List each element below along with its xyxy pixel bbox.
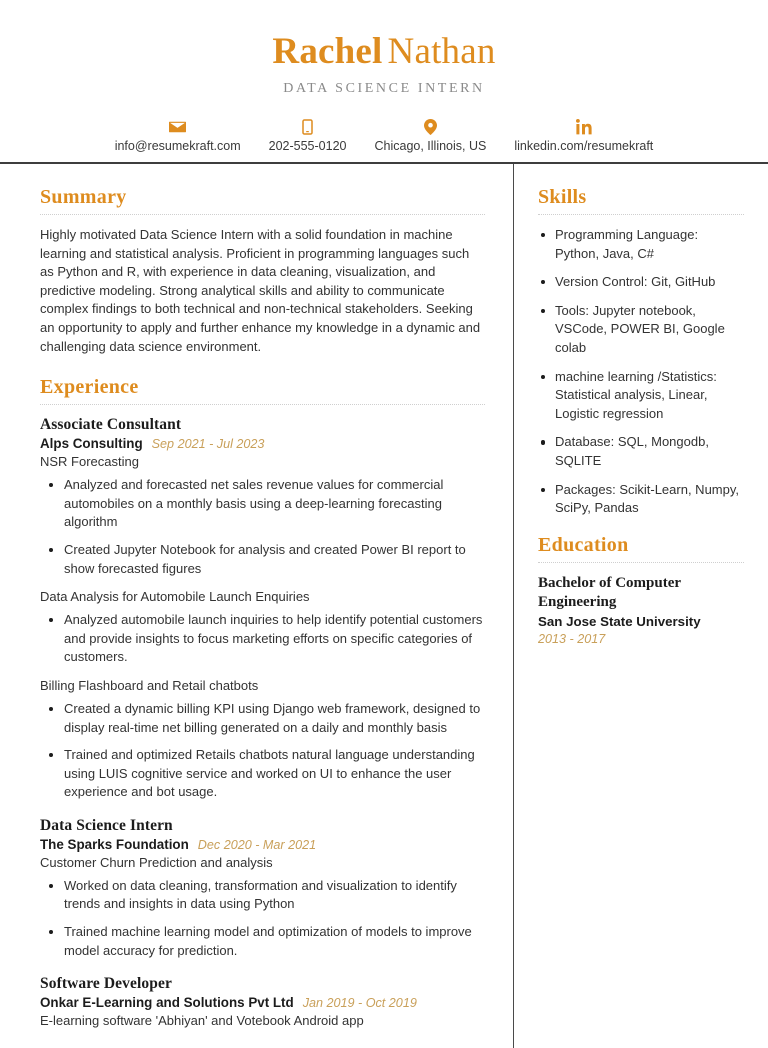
resume-body: [0, 164, 768, 1048]
skill-item: Tools: Jupyter notebook, VSCode, POWER BI, Google colab: [538, 302, 744, 358]
project-bullets: [40, 611, 485, 667]
section-underline: [40, 214, 485, 215]
mobile-phone-icon: [302, 119, 313, 135]
envelope-icon: [169, 119, 186, 135]
summary-text: Highly motivated Data Science Intern with a solid foundation in machine learning and statistical analysis. Proficient in programming languages such as Python and R, with experience in data cleaning, visualization, and predictive modeling. Strong analytical skills and ability to communicate complex findings to both technical and non-technical stakeholders. Seeking an opportunity to apply and further enhance my knowledge in a dynamic and challenging data science environment.: [40, 227, 481, 354]
project-name: NSR Forecasting: [40, 454, 139, 470]
sidebar-column: [513, 164, 768, 1048]
section-underline: [40, 404, 485, 405]
education-degree: Bachelor of Computer Engineering: [538, 574, 681, 610]
job-meta: [40, 436, 485, 451]
project-bullets: [40, 476, 485, 578]
section-underline: [538, 214, 744, 215]
job-meta: [40, 995, 485, 1010]
job-dates: Dec 2020 - Mar 2021: [197, 837, 317, 852]
project-name: Billing Flashboard and Retail chatbots: [40, 677, 259, 693]
experience-entry: [40, 817, 485, 960]
section-skills: [538, 186, 744, 518]
contact-phone[interactable]: [255, 119, 361, 153]
section-summary: [40, 186, 485, 356]
education-dates: 2013 - 2017: [538, 631, 606, 646]
bullet-item: Trained machine learning model and optimization of models to improve model accuracy for prediction.: [40, 923, 485, 960]
contact-email-text: info@resumekraft.com: [114, 139, 241, 153]
contact-location-text: Chicago, Illinois, US: [374, 139, 487, 153]
job-company: Alps Consulting: [40, 436, 143, 452]
contact-location[interactable]: [360, 119, 500, 153]
skill-item: Packages: Scikit-Learn, Numpy, SciPy, Pandas: [538, 481, 744, 518]
project-name: E-learning software 'Abhiyan' and Votebook Android app: [40, 1013, 364, 1029]
skill-item: machine learning /Statistics: Statistical analysis, Linear, Logistic regression: [538, 368, 744, 424]
job-company: Onkar E-Learning and Solutions Pvt Ltd: [40, 995, 294, 1011]
bullet-item: Worked on data cleaning, transformation and visualization to identify trends and insights in data using Python: [40, 877, 485, 914]
skills-list: [538, 226, 744, 518]
section-title-summary: Summary: [40, 186, 127, 208]
bullet-item: Trained and optimized Retails chatbots natural language understanding using LUIS cognitive service and worked on UI to enhance the user experience and bot usage.: [40, 746, 485, 802]
bullet-item: Analyzed automobile launch inquiries to help identify potential customers and provide insights to focus marketing efforts on specific categories of customers.: [40, 611, 485, 667]
experience-entry: [40, 975, 485, 1028]
education-school: San Jose State University: [538, 613, 701, 629]
bullet-item: Analyzed and forecasted net sales revenue values for commercial automobiles on a monthly basis using a deep-learning forecasting algorithm: [40, 476, 485, 532]
section-title-experience: Experience: [40, 376, 139, 399]
education-entry: [538, 574, 744, 646]
contact-linkedin-text: linkedin.com/resumekraft: [514, 139, 654, 153]
job-dates: Jan 2019 - Oct 2019: [302, 996, 417, 1011]
location-pin-icon: [424, 119, 437, 135]
candidate-name: [0, 30, 768, 74]
linkedin-icon: [576, 119, 592, 135]
last-name: Nathan: [387, 31, 496, 72]
job-title: Software Developer: [40, 975, 172, 993]
skill-item: Programming Language: Python, Java, C#: [538, 226, 744, 263]
job-company: The Sparks Foundation: [40, 836, 189, 852]
job-title: Data Science Intern: [40, 816, 173, 834]
bullet-item: Created Jupyter Notebook for analysis and created Power BI report to show forecasted figures: [40, 541, 485, 578]
contact-linkedin[interactable]: [500, 119, 667, 153]
experience-entry: [40, 416, 485, 802]
job-dates: Sep 2021 - Jul 2023: [151, 437, 265, 452]
contact-email[interactable]: [101, 119, 255, 153]
skill-item: Database: SQL, Mongodb, SQLITE: [538, 433, 744, 470]
project-name: Customer Churn Prediction and analysis: [40, 854, 273, 870]
bullet-item: Created a dynamic billing KPI using Django web framework, designed to display real-time net billing generated on a daily and monthly basis: [40, 700, 485, 737]
project-name: Data Analysis for Automobile Launch Enquiries: [40, 589, 310, 605]
contact-phone-text: 202-555-0120: [268, 139, 347, 153]
section-experience: [40, 376, 485, 1028]
candidate-job-title: DATA SCIENCE INTERN: [283, 81, 485, 96]
job-title: Associate Consultant: [40, 416, 182, 434]
project-bullets: [40, 877, 485, 960]
section-education: [538, 534, 744, 646]
first-name: Rachel: [272, 31, 383, 72]
section-title-skills: Skills: [538, 186, 587, 208]
section-underline: [538, 562, 744, 563]
skill-item: Version Control: Git, GitHub: [538, 273, 744, 292]
main-column: [0, 164, 513, 1048]
resume-header: [0, 0, 768, 164]
section-title-education: Education: [538, 533, 629, 556]
contact-row: [0, 119, 768, 153]
job-meta: [40, 837, 485, 852]
project-bullets: [40, 700, 485, 802]
